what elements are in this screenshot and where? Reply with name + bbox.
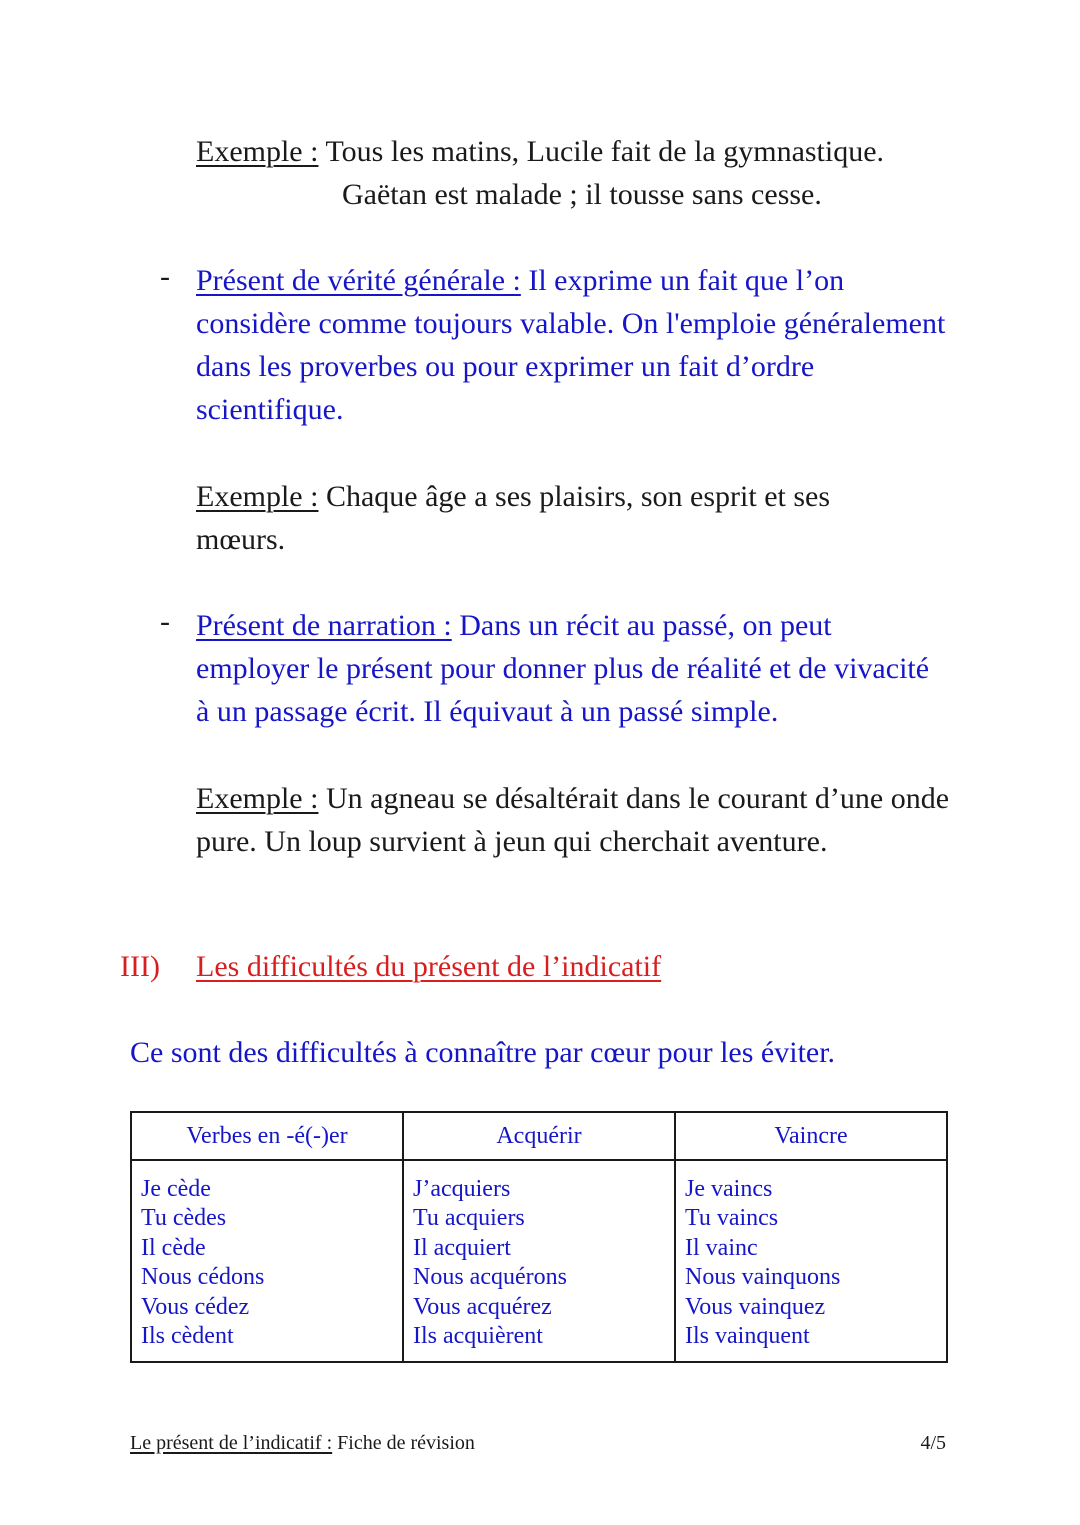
column-vaincre — [675, 1160, 947, 1362]
example-1-label: Exemple : — [196, 135, 319, 168]
conjugation-table — [130, 1111, 948, 1363]
bullet-narration: - — [160, 605, 170, 638]
conjugation-line: Vous acquérez — [413, 1293, 552, 1320]
conjugation-line: Il acquiert — [413, 1234, 511, 1261]
conjugation-line: Ils cèdent — [141, 1323, 234, 1350]
conjugation-line: Vous cédez — [141, 1293, 250, 1320]
example-1-line-1: Tous les matins, Lucile fait de la gymnastique. — [325, 135, 885, 168]
conjugation-line: Il cède — [141, 1234, 206, 1261]
example-3 — [196, 777, 958, 863]
example-3-label: Exemple : — [196, 782, 319, 815]
conjugation-line: Vous vainquez — [685, 1293, 826, 1320]
conjugation-line: Nous cédons — [141, 1264, 265, 1291]
example-1-line-2: Gaëtan est malade ; il tousse sans cesse. — [342, 178, 822, 211]
section-narration — [196, 604, 946, 733]
header-acquerir: Acquérir — [403, 1112, 675, 1160]
conjugation-line: Nous vainquons — [685, 1264, 841, 1291]
section-3-title: Les difficultés du présent de l’indicatif — [196, 950, 662, 983]
conjugation-line: Tu cèdes — [141, 1205, 227, 1232]
conjugation-line: Nous acquérons — [413, 1264, 567, 1291]
example-1 — [196, 130, 956, 173]
conjugation-line: J’acquiers — [413, 1176, 511, 1202]
example-3-text: Un agneau se désaltérait dans le courant d’une onde pure. Un loup survient à jeun qui cherchait aventure. — [196, 782, 950, 858]
header-vaincre: Vaincre — [675, 1112, 947, 1160]
conjugation-line: Tu acquiers — [413, 1205, 525, 1232]
section-narration-text: Dans un récit au passé, on peut employer le présent pour donner plus de réalité et de vivacité à un passage écrit. Il équivaut à un passé simple. — [196, 609, 930, 728]
section-verite-title: Présent de vérité générale : — [196, 264, 521, 297]
section-3-heading — [120, 950, 661, 984]
table-header-row — [131, 1112, 947, 1160]
example-2-label: Exemple : — [196, 480, 319, 513]
footer-title: Le présent de l’indicatif : — [130, 1432, 333, 1454]
section-verite-text: Il exprime un fait que l’on considère comme toujours valable. On l'emploie généralement dans les proverbes ou pour exprimer un fait d’ordre scientifique. — [196, 264, 946, 426]
example-2-text: Chaque âge a ses plaisirs, son esprit et ses mœurs. — [196, 480, 831, 556]
conjugation-line: Tu vaincs — [685, 1205, 779, 1232]
footer-subtitle: Fiche de révision — [337, 1432, 475, 1454]
conjugation-line: Ils acquièrent — [413, 1323, 543, 1350]
example-2 — [196, 475, 896, 561]
conjugation-line: Je vaincs — [685, 1176, 773, 1202]
table-row — [131, 1160, 947, 1362]
conjugation-line: Je cède — [141, 1176, 211, 1202]
bullet-verite: - — [160, 260, 170, 293]
intro-text: Ce sont des difficultés à connaître par cœur pour les éviter. — [130, 1036, 836, 1069]
section-verite-generale — [196, 259, 956, 431]
conjugation-line: Il vainc — [685, 1234, 758, 1261]
column-verbes-er — [131, 1160, 403, 1362]
section-3-number: III) — [120, 950, 160, 983]
page-number: 4/5 — [920, 1432, 946, 1454]
section-narration-title: Présent de narration : — [196, 609, 452, 642]
header-verbes-er: Verbes en -é(-)er — [131, 1112, 403, 1160]
conjugation-line: Ils vainquent — [685, 1323, 810, 1350]
column-acquerir — [403, 1160, 675, 1362]
footer — [130, 1432, 475, 1455]
